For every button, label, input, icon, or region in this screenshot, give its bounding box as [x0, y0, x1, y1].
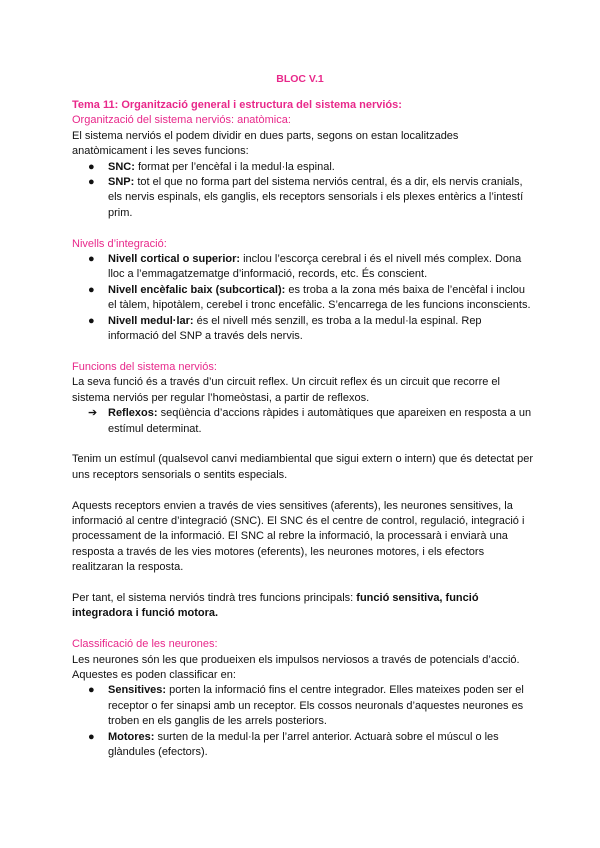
bullet-list — [72, 683, 534, 760]
paragraph: La seva funció és a través d’un circuit reflex. Un circuit reflex és un circuit que recorre el sistema nerviós per regular l’homeòstasi, a partir de reflexos. — [72, 376, 500, 404]
document-body — [72, 98, 534, 760]
bullet-icon: ● — [88, 283, 95, 296]
definition: format per l’encèfal i la medul·la espinal. — [134, 160, 335, 173]
paragraph — [72, 591, 534, 622]
term: SNC: — [108, 160, 135, 173]
document-title: BLOC V.1 — [276, 73, 324, 85]
bullet-icon: ● — [88, 684, 95, 697]
term: Nivell medul·lar: — [108, 314, 194, 327]
bullet-icon: ● — [88, 176, 95, 189]
term: Nivell cortical o superior: — [108, 253, 241, 266]
arrow-icon: ➔ — [88, 407, 98, 420]
bold-text: funció sensitiva, funció integradora i funció motora. — [72, 591, 479, 620]
list-item — [72, 160, 534, 175]
section-heading-anatomica: Organització del sistema nerviós: anatòmica: — [72, 114, 291, 127]
paragraph: Les neurones són les que produeixen els impulsos nerviosos a través de potencials d’acció. Aquestes es poden classificar en: — [72, 653, 520, 681]
list-item — [72, 314, 534, 345]
bullet-list — [72, 252, 534, 344]
term: Nivell encèfalic baix (subcortical): — [108, 283, 286, 296]
topic-heading: Tema 11: Organització general i estructura del sistema nerviós: — [72, 99, 402, 111]
definition: seqüència d’accions ràpides i automàtiques que apareixen en resposta a un estímul determinat. — [108, 407, 532, 435]
list-item — [72, 252, 534, 283]
definition: tot el que no forma part del sistema nerviós central, és a dir, els nervis cranials, els nervis espinals, els ganglis, els receptors sensorials i els plexes entèrics a l’intestí prim. — [108, 176, 524, 219]
bullet-list — [72, 160, 534, 222]
definition: porten la informació fins el centre integrador. Elles mateixes poden ser el receptor o fer sinapsi amb un receptor. Els cossos neuronals d’aquestes neurones es troben en els ganglis de les arrels posteriors. — [108, 684, 524, 728]
definition: es troba a la zona més baixa de l’encèfal i inclou el tàlem, hipotàlem, cerebel i tronc encefàlic. S’encarrega de les funcions inconscients. — [108, 283, 531, 312]
paragraph: Aquests receptors envien a través de vies sensitives (aferents), les neurones sensitives, la informació al centre d’integració (SNC). El SNC és el centre de control, regulació, integració i processament de la informació. El SNC al rebre la informació, la processarà i enviarà una resposta a través de les vies motores (eferents), les neurones motores, i els efectors realitzaran la resposta. — [72, 499, 525, 574]
section-heading-classificacio: Classificació de les neurones: — [72, 638, 218, 651]
definition: inclou l’escorça cerebral i és el nivell més complex. Dona lloc a l’emmagatzematge d’informació, records, etc. És conscient. — [108, 253, 522, 281]
definition: surten de la medul·la per l’arrel anterior. Actuarà sobre el múscul o les glàndules (efectors). — [108, 730, 499, 758]
list-item — [72, 730, 534, 761]
bullet-icon: ● — [88, 253, 95, 266]
list-item — [72, 406, 534, 437]
list-item — [72, 683, 534, 729]
list-item — [72, 283, 534, 314]
section-heading-nivells: Nivells d’integració: — [72, 237, 167, 250]
bullet-icon: ● — [88, 730, 95, 743]
list-item — [72, 175, 534, 221]
bullet-icon: ● — [88, 314, 95, 327]
arrow-list — [72, 406, 534, 437]
paragraph: Tenim un estímul (qualsevol canvi mediambiental que sigui extern o intern) que és detectat per uns receptors sensorials o sentits especials. — [72, 453, 534, 481]
term: Motores: — [108, 730, 155, 743]
term: SNP: — [108, 176, 135, 189]
text: Per tant, el sistema nerviós tindrà tres funcions principals: — [72, 591, 357, 604]
bullet-icon: ● — [88, 160, 95, 173]
term: Sensitives: — [108, 684, 167, 697]
term: Reflexos: — [108, 407, 158, 420]
paragraph: El sistema nerviós el podem dividir en dues parts, segons on estan localitzades anatòmicament i les seves funcions: — [72, 129, 459, 158]
definition: és el nivell més senzill, es troba a la medul·la espinal. Rep informació del SNP a través dels nervis. — [108, 314, 482, 343]
section-heading-funcions: Funcions del sistema nerviós: — [72, 360, 217, 373]
